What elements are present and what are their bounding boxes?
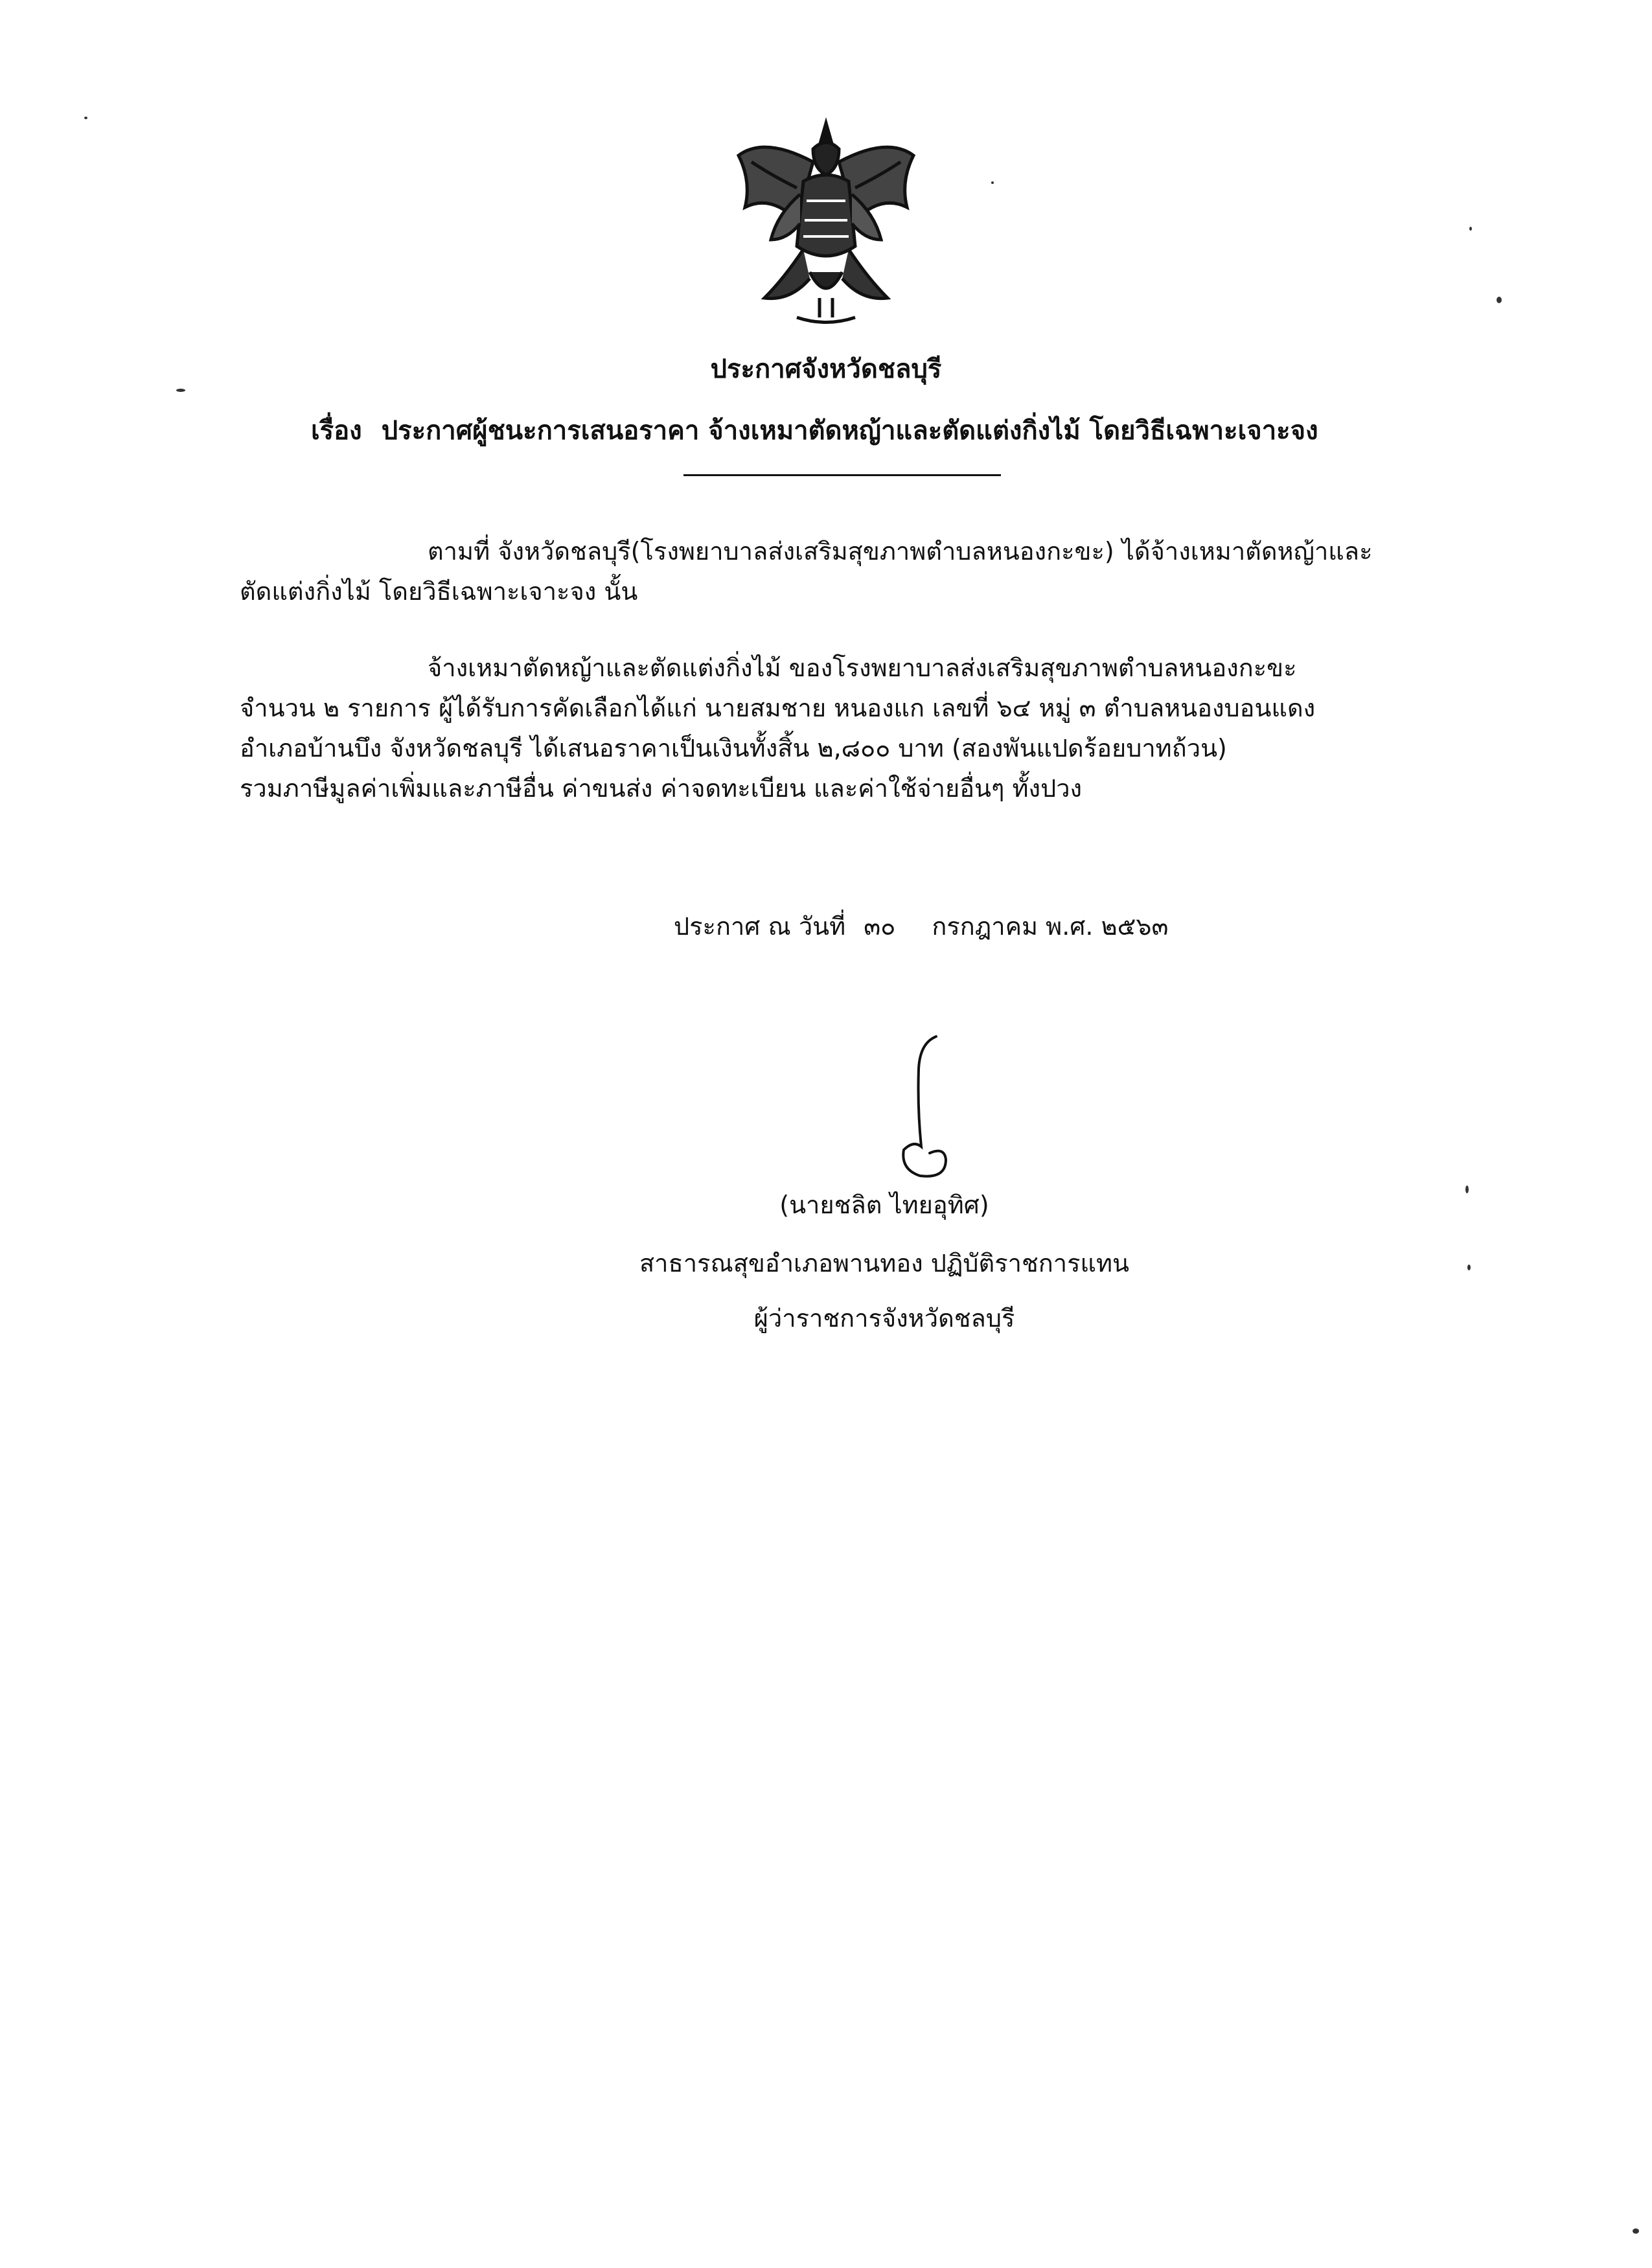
paragraph-2-line: จ้างเหมาตัดหญ้าและตัดแต่งกิ่งไม้ ของโรงพยาบาลส่งเสริมสุขภาพตำบลหนองกะขะ bbox=[428, 654, 1297, 682]
scan-speck bbox=[1633, 2228, 1639, 2234]
date-month-year: กรกฎาคม พ.ศ. ๒๕๖๓ bbox=[932, 912, 1169, 941]
document-title: ประกาศจังหวัดชลบุรี bbox=[710, 354, 942, 384]
signer-office: ผู้ว่าราชการจังหวัดชลบุรี bbox=[753, 1304, 1015, 1333]
announcement-date bbox=[674, 907, 1169, 946]
title-divider bbox=[683, 474, 1001, 476]
paragraph-2 bbox=[240, 648, 1471, 808]
date-prefix: ประกาศ ณ วันที่ bbox=[674, 912, 846, 941]
scan-speck bbox=[1497, 297, 1502, 303]
scan-speck bbox=[1469, 227, 1472, 231]
subject-text: ประกาศผู้ชนะการเสนอราคา จ้างเหมาตัดหญ้าและตัดแต่งกิ่งไม้ โดยวิธีเฉพาะเจาะจง bbox=[381, 416, 1318, 446]
paragraph-2-line: จำนวน ๒ รายการ ผู้ได้รับการคัดเลือกได้แก่ นายสมชาย หนองแก เลขที่ ๖๔ หมู่ ๓ ตำบลหนองบอนแดง bbox=[240, 694, 1316, 722]
paragraph-2-line: อำเภอบ้านบึง จังหวัดชลบุรี ได้เสนอราคาเป็นเงินทั้งสิ้น ๒,๘๐๐ บาท (สองพันแปดร้อยบาทถ้วน) bbox=[240, 734, 1227, 762]
scan-speck bbox=[1467, 1265, 1471, 1270]
paragraph-2-line: รวมภาษีมูลค่าเพิ่มและภาษีอื่น ค่าขนส่ง ค่าจดทะเบียน และค่าใช้จ่ายอื่นๆ ทั้งปวง bbox=[240, 774, 1083, 803]
paragraph-1-line: ตามที่ จังหวัดชลบุรี(โรงพยาบาลส่งเสริมสุขภาพตำบลหนองกะขะ) ได้จ้างเหมาตัดหญ้าและ bbox=[428, 537, 1373, 566]
signer-position: สาธารณสุขอำเภอพานทอง ปฏิบัติราชการแทน bbox=[639, 1249, 1130, 1277]
scan-speck bbox=[1465, 1186, 1469, 1193]
paragraph-1 bbox=[240, 531, 1471, 612]
scan-speck bbox=[991, 181, 994, 184]
date-day: ๓๐ bbox=[864, 912, 896, 941]
signature-mark bbox=[875, 1030, 972, 1192]
scan-speck bbox=[84, 117, 87, 119]
signer-name: (นายชลิต ไทยอุทิศ) bbox=[779, 1191, 989, 1219]
subject-label: เรื่อง bbox=[311, 416, 362, 446]
paragraph-1-line: ตัดแต่งกิ่งไม้ โดยวิธีเฉพาะเจาะจง นั้น bbox=[240, 577, 638, 606]
scan-speck bbox=[176, 389, 185, 392]
document-subject bbox=[311, 411, 1412, 450]
garuda-emblem-icon bbox=[726, 110, 926, 330]
